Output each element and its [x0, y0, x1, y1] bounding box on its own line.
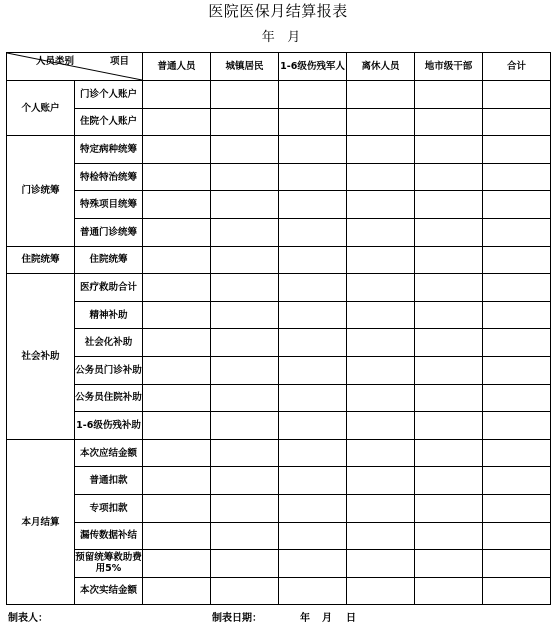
value-cell[interactable]	[347, 384, 415, 412]
value-cell[interactable]	[279, 274, 347, 302]
table-row	[7, 577, 551, 605]
column-header: 城镇居民	[211, 53, 279, 81]
value-cell[interactable]	[415, 191, 483, 219]
item-cell: 专项扣款	[75, 494, 143, 522]
value-cell[interactable]	[279, 329, 347, 357]
item-cell: 特定病种统筹	[75, 136, 143, 164]
item-cell: 医疗救助合计	[75, 274, 143, 302]
report-title: 医院医保月结算报表	[208, 2, 348, 20]
value-cell[interactable]	[483, 81, 551, 109]
value-cell[interactable]	[211, 246, 279, 274]
value-cell[interactable]	[483, 522, 551, 550]
value-cell[interactable]	[415, 246, 483, 274]
value-cell[interactable]	[279, 108, 347, 136]
value-cell[interactable]	[483, 550, 551, 578]
person-category-label: 人员类别	[36, 56, 75, 67]
value-cell[interactable]	[415, 550, 483, 578]
item-cell: 公务员门诊补助	[75, 356, 143, 384]
value-cell[interactable]	[211, 356, 279, 384]
value-cell[interactable]	[143, 218, 211, 246]
value-cell[interactable]	[211, 329, 279, 357]
value-cell[interactable]	[279, 218, 347, 246]
value-cell[interactable]	[415, 136, 483, 164]
value-cell[interactable]	[211, 163, 279, 191]
date-label: 制表日期：	[212, 613, 262, 624]
table-row	[7, 191, 551, 219]
value-cell[interactable]	[415, 577, 483, 605]
value-cell[interactable]	[211, 191, 279, 219]
value-cell[interactable]	[143, 274, 211, 302]
table-row	[7, 81, 551, 109]
table-row	[7, 301, 551, 329]
value-cell[interactable]	[483, 108, 551, 136]
table-row	[7, 274, 551, 302]
value-cell[interactable]	[483, 191, 551, 219]
value-cell[interactable]	[415, 467, 483, 495]
value-cell[interactable]	[143, 329, 211, 357]
value-cell[interactable]	[347, 81, 415, 109]
value-cell[interactable]	[415, 356, 483, 384]
value-cell[interactable]	[143, 577, 211, 605]
value-cell[interactable]	[483, 467, 551, 495]
category-cell: 住院统筹	[7, 246, 75, 274]
value-cell[interactable]	[143, 384, 211, 412]
value-cell[interactable]	[347, 301, 415, 329]
category-cell: 门诊统筹	[7, 136, 75, 246]
value-cell[interactable]	[483, 301, 551, 329]
item-cell: 预留统筹救助费用5%	[75, 550, 143, 578]
value-cell[interactable]	[347, 136, 415, 164]
value-cell[interactable]	[415, 384, 483, 412]
value-cell[interactable]	[483, 577, 551, 605]
value-cell[interactable]	[279, 384, 347, 412]
table-row	[7, 356, 551, 384]
value-cell[interactable]	[143, 108, 211, 136]
value-cell[interactable]	[211, 550, 279, 578]
category-cell: 个人账户	[7, 81, 75, 136]
item-cell: 1-6级伤残补助	[75, 412, 143, 440]
value-cell[interactable]	[143, 81, 211, 109]
value-cell[interactable]	[347, 494, 415, 522]
value-cell[interactable]	[347, 522, 415, 550]
value-cell[interactable]	[211, 274, 279, 302]
value-cell[interactable]	[211, 218, 279, 246]
value-cell[interactable]	[143, 494, 211, 522]
item-cell: 特检特治统筹	[75, 163, 143, 191]
category-cell: 本月结算	[7, 439, 75, 605]
value-cell[interactable]	[483, 329, 551, 357]
column-header: 普通人员	[143, 53, 211, 81]
value-cell[interactable]	[415, 522, 483, 550]
value-cell[interactable]	[143, 301, 211, 329]
value-cell[interactable]	[279, 522, 347, 550]
item-cell: 本次实结金额	[75, 577, 143, 605]
value-cell[interactable]	[143, 246, 211, 274]
value-cell[interactable]	[483, 218, 551, 246]
value-cell[interactable]	[483, 439, 551, 467]
header-row	[7, 53, 551, 81]
value-cell[interactable]	[347, 467, 415, 495]
value-cell[interactable]	[143, 412, 211, 440]
item-cell: 特殊项目统筹	[75, 191, 143, 219]
value-cell[interactable]	[211, 301, 279, 329]
value-cell[interactable]	[483, 494, 551, 522]
preparer-label: 制表人：	[8, 613, 48, 624]
column-header: 地市级干部	[415, 53, 483, 81]
column-header: 离休人员	[347, 53, 415, 81]
value-cell[interactable]	[415, 108, 483, 136]
item-cell: 漏传数据补结	[75, 522, 143, 550]
value-cell[interactable]	[279, 412, 347, 440]
table-row	[7, 218, 551, 246]
value-cell[interactable]	[347, 274, 415, 302]
value-cell[interactable]	[211, 467, 279, 495]
value-cell[interactable]	[143, 356, 211, 384]
value-cell[interactable]	[143, 467, 211, 495]
value-cell[interactable]	[483, 136, 551, 164]
item-cell: 门诊个人账户	[75, 81, 143, 109]
value-cell[interactable]	[279, 136, 347, 164]
value-cell[interactable]	[143, 439, 211, 467]
diagonal-header-cell	[7, 53, 143, 81]
value-cell[interactable]	[211, 384, 279, 412]
table-row	[7, 136, 551, 164]
value-cell[interactable]	[415, 218, 483, 246]
date-day: 日	[346, 613, 356, 624]
value-cell[interactable]	[211, 522, 279, 550]
table-row	[7, 467, 551, 495]
table-row	[7, 550, 551, 578]
value-cell[interactable]	[143, 522, 211, 550]
table-row	[7, 108, 551, 136]
value-cell[interactable]	[279, 550, 347, 578]
value-cell[interactable]	[143, 163, 211, 191]
value-cell[interactable]	[415, 439, 483, 467]
value-cell[interactable]	[143, 550, 211, 578]
value-cell[interactable]	[347, 412, 415, 440]
value-cell[interactable]	[279, 163, 347, 191]
value-cell[interactable]	[279, 301, 347, 329]
item-cell: 精神补助	[75, 301, 143, 329]
column-header: 合计	[483, 53, 551, 81]
value-cell[interactable]	[347, 329, 415, 357]
column-header: 1-6级伤残军人	[279, 53, 347, 81]
settlement-table	[6, 52, 551, 605]
value-cell[interactable]	[415, 81, 483, 109]
value-cell[interactable]	[279, 494, 347, 522]
value-cell[interactable]	[347, 163, 415, 191]
value-cell[interactable]	[415, 301, 483, 329]
value-cell[interactable]	[483, 246, 551, 274]
value-cell[interactable]	[279, 356, 347, 384]
table-row	[7, 384, 551, 412]
value-cell[interactable]	[483, 384, 551, 412]
value-cell[interactable]	[279, 246, 347, 274]
date-month: 月	[322, 613, 332, 624]
report-period: 年 月	[261, 30, 301, 45]
value-cell[interactable]	[347, 577, 415, 605]
table-row	[7, 412, 551, 440]
value-cell[interactable]	[347, 218, 415, 246]
value-cell[interactable]	[211, 439, 279, 467]
value-cell[interactable]	[347, 191, 415, 219]
table-row	[7, 246, 551, 274]
item-cell: 住院个人账户	[75, 108, 143, 136]
value-cell[interactable]	[347, 439, 415, 467]
value-cell[interactable]	[279, 439, 347, 467]
item-cell: 普通门诊统筹	[75, 218, 143, 246]
value-cell[interactable]	[279, 577, 347, 605]
value-cell[interactable]	[415, 494, 483, 522]
item-cell: 社会化补助	[75, 329, 143, 357]
value-cell[interactable]	[211, 136, 279, 164]
value-cell[interactable]	[143, 191, 211, 219]
value-cell[interactable]	[211, 494, 279, 522]
value-cell[interactable]	[483, 163, 551, 191]
value-cell[interactable]	[279, 191, 347, 219]
value-cell[interactable]	[211, 108, 279, 136]
item-label: 项目	[109, 56, 129, 67]
value-cell[interactable]	[279, 81, 347, 109]
item-cell: 公务员住院补助	[75, 384, 143, 412]
item-cell: 本次应结金额	[75, 439, 143, 467]
item-cell: 普通扣款	[75, 467, 143, 495]
value-cell[interactable]	[347, 246, 415, 274]
table-row	[7, 163, 551, 191]
category-cell: 社会补助	[7, 274, 75, 440]
table-row	[7, 494, 551, 522]
value-cell[interactable]	[347, 356, 415, 384]
value-cell[interactable]	[211, 412, 279, 440]
table-row	[7, 439, 551, 467]
value-cell[interactable]	[415, 274, 483, 302]
value-cell[interactable]	[483, 412, 551, 440]
value-cell[interactable]	[483, 274, 551, 302]
value-cell[interactable]	[483, 356, 551, 384]
report-date	[212, 612, 356, 626]
value-cell[interactable]	[211, 81, 279, 109]
value-cell[interactable]	[415, 163, 483, 191]
value-cell[interactable]	[211, 577, 279, 605]
value-cell[interactable]	[415, 329, 483, 357]
item-cell: 住院统筹	[75, 246, 143, 274]
value-cell[interactable]	[143, 136, 211, 164]
table-row	[7, 329, 551, 357]
value-cell[interactable]	[347, 108, 415, 136]
date-year: 年	[300, 613, 310, 624]
value-cell[interactable]	[347, 550, 415, 578]
value-cell[interactable]	[279, 467, 347, 495]
table-row	[7, 522, 551, 550]
value-cell[interactable]	[415, 412, 483, 440]
